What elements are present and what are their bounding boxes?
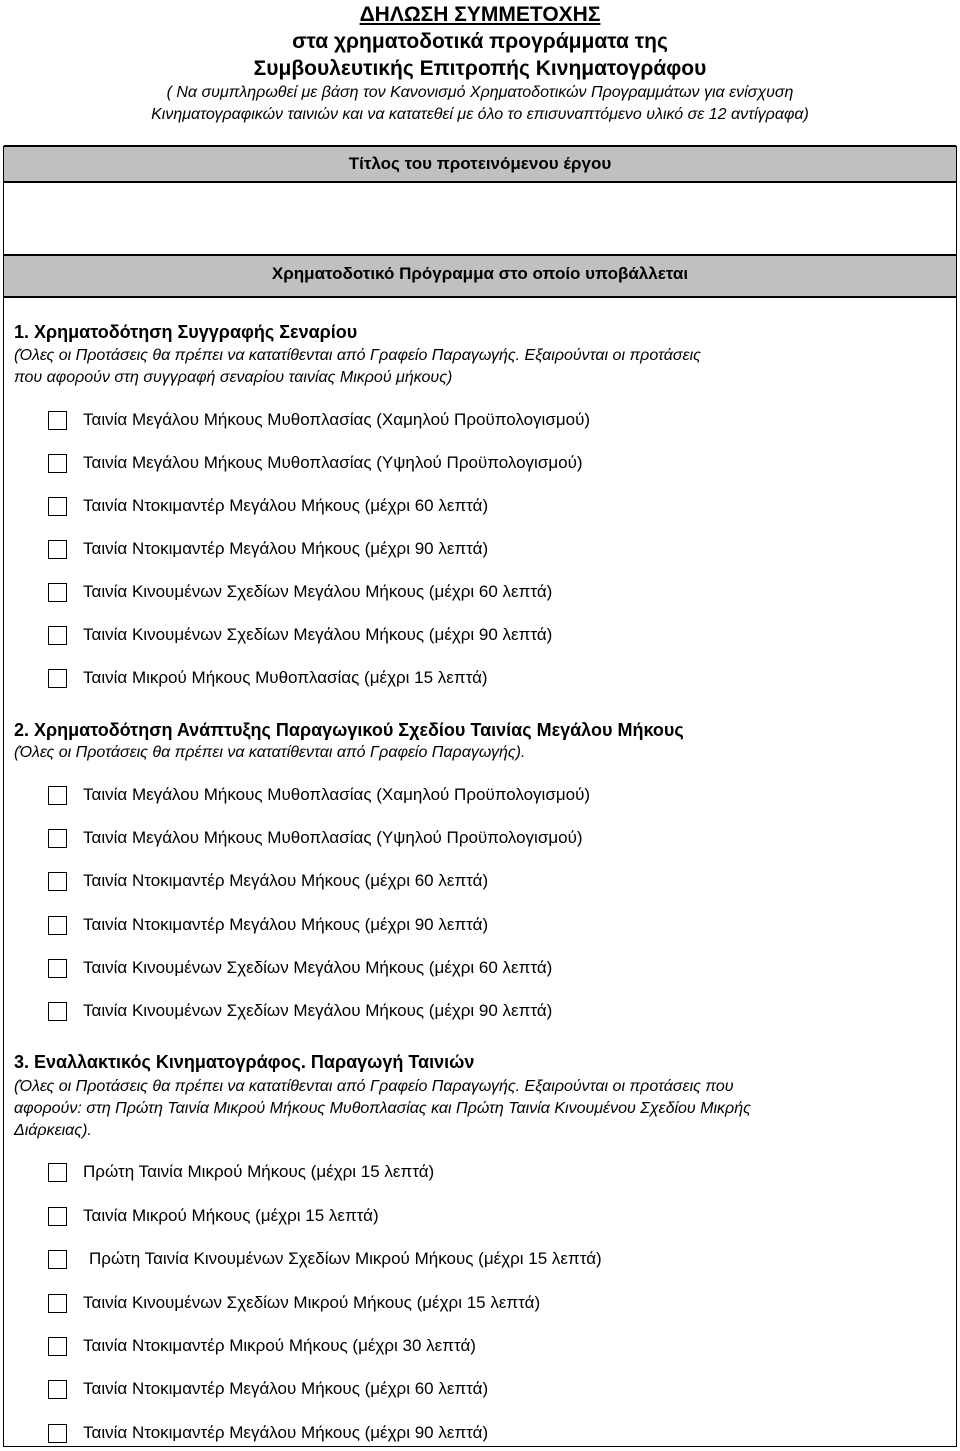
option-label: Ταινία Ντοκιμαντέρ Μεγάλου Μήκους (μέχρι 60 λεπτά)	[83, 1379, 489, 1398]
project-title-label: Τίτλος του προτεινόμενου έργου	[4, 145, 956, 183]
section3-title: 3. Εναλλακτικός Κινηματογράφος. Παραγωγή Ταινιών	[14, 1052, 475, 1072]
header-note-line1: ( Να συμπληρωθεί με βάση τον Κανονισμό Χρηματοδοτικών Προγραμμάτων για ενίσχυση	[166, 84, 794, 101]
section2-option[interactable]	[48, 956, 552, 980]
checkbox[interactable]	[48, 626, 67, 645]
section2-option[interactable]	[48, 869, 488, 893]
option-label: Ταινία Κινουμένων Σχεδίων Μεγάλου Μήκους (μέχρι 60 λεπτά)	[83, 958, 553, 977]
option-label: Ταινία Κινουμένων Σχεδίων Μεγάλου Μήκους (μέχρι 90 λεπτά)	[83, 625, 553, 644]
option-label: Ταινία Μεγάλου Μήκους Μυθοπλασίας (Υψηλού Προϋπολογισμού)	[83, 828, 583, 847]
section3-note-line1: (Όλες οι Προτάσεις θα πρέπει να κατατίθενται από Γραφείο Παραγωγής. Εξαιρούνται οι προτάσεις που	[14, 1078, 734, 1095]
checkbox[interactable]	[48, 1002, 67, 1021]
section1-option[interactable]	[48, 623, 552, 647]
section3-note-line3: Διάρκειας).	[14, 1122, 92, 1139]
section3-option[interactable]	[48, 1334, 476, 1358]
checkbox[interactable]	[48, 916, 67, 935]
header-note-line2: Κινηματογραφικών ταινιών και να κατατεθεί με όλο το επισυναπτόμενο υλικό σε 12 αντίγραφα)	[151, 106, 809, 123]
document-header	[0, 0, 960, 126]
section3-option[interactable]	[48, 1204, 379, 1228]
document-subtitle: στα χρηματοδοτικά προγράμματα της	[292, 30, 668, 53]
section3-option[interactable]	[48, 1421, 488, 1445]
section1-title: 1. Χρηματοδότηση Συγγραφής Σεναρίου	[14, 322, 358, 342]
option-label: Ταινία Ντοκιμαντέρ Μεγάλου Μήκους (μέχρι 60 λεπτά)	[83, 496, 489, 515]
option-label: Ταινία Κινουμένων Σχεδίων Μεγάλου Μήκους (μέχρι 90 λεπτά)	[83, 1001, 553, 1020]
option-label: Ταινία Μεγάλου Μήκους Μυθοπλασίας (Χαμηλού Προϋπολογισμού)	[83, 410, 591, 429]
section3-note-line2: αφορούν: στη Πρώτη Ταινία Μικρού Μήκους Μυθοπλασίας και Πρώτη Ταινία Κινουμένου Σχεδίου Μικρής	[14, 1100, 751, 1117]
option-label: Ταινία Ντοκιμαντέρ Μεγάλου Μήκους (μέχρι 90 λεπτά)	[83, 915, 489, 934]
checkbox[interactable]	[48, 497, 67, 516]
section2-option[interactable]	[48, 783, 590, 807]
checkbox[interactable]	[48, 959, 67, 978]
section1-option[interactable]	[48, 408, 590, 432]
section2-option[interactable]	[48, 999, 552, 1023]
checkbox[interactable]	[48, 1380, 67, 1399]
section3-option[interactable]	[48, 1291, 540, 1315]
option-label: Ταινία Κινουμένων Σχεδίων Μικρού Μήκους (μέχρι 15 λεπτά)	[83, 1293, 541, 1312]
option-label: Ταινία Ντοκιμαντέρ Μεγάλου Μήκους (μέχρι 90 λεπτά)	[83, 1423, 489, 1442]
section2-option[interactable]	[48, 913, 488, 937]
section1-option[interactable]	[48, 494, 488, 518]
checkbox[interactable]	[48, 1424, 67, 1443]
section1-option[interactable]	[48, 580, 552, 604]
checkbox[interactable]	[48, 786, 67, 805]
section1-option[interactable]	[48, 537, 488, 561]
checkbox[interactable]	[48, 583, 67, 602]
section3-option[interactable]	[48, 1377, 488, 1401]
section1-note-line1: (Όλες οι Προτάσεις θα πρέπει να κατατίθενται από Γραφείο Παραγωγής. Εξαιρούνται οι προτάσεις	[14, 347, 701, 364]
option-label: Ταινία Μεγάλου Μήκους Μυθοπλασίας (Υψηλού Προϋπολογισμού)	[83, 453, 583, 472]
section1-option[interactable]	[48, 666, 488, 690]
checkbox[interactable]	[48, 1250, 67, 1269]
option-label: Ταινία Μικρού Μήκους Μυθοπλασίας (μέχρι 15 λεπτά)	[83, 668, 488, 687]
option-label: Ταινία Μεγάλου Μήκους Μυθοπλασίας (Χαμηλού Προϋπολογισμού)	[83, 785, 591, 804]
funding-program-label: Χρηματοδοτικό Πρόγραμμα στο οποίο υποβάλλεται	[4, 254, 956, 298]
option-label: Ταινία Μικρού Μήκους (μέχρι 15 λεπτά)	[83, 1206, 379, 1225]
checkbox[interactable]	[48, 1207, 67, 1226]
project-title-field[interactable]	[8, 186, 952, 250]
option-label: Ταινία Ντοκιμαντέρ Μεγάλου Μήκους (μέχρι 60 λεπτά)	[83, 871, 489, 890]
section2-title: 2. Χρηματοδότηση Ανάπτυξης Παραγωγικού Σχεδίου Ταινίας Μεγάλου Μήκους	[14, 720, 684, 740]
checkbox[interactable]	[48, 829, 67, 848]
section3-note	[14, 1076, 944, 1142]
section1-note-line2: που αφορούν στη συγγραφή σεναρίου ταινίας Μικρού μήκους)	[14, 369, 453, 386]
section1-option[interactable]	[48, 451, 583, 475]
option-label: Ταινία Κινουμένων Σχεδίων Μεγάλου Μήκους (μέχρι 60 λεπτά)	[83, 582, 553, 601]
option-label: Πρώτη Ταινία Μικρού Μήκους (μέχρι 15 λεπτά)	[83, 1162, 435, 1181]
option-label: Πρώτη Ταινία Κινουμένων Σχεδίων Μικρού Μήκους (μέχρι 15 λεπτά)	[89, 1249, 602, 1268]
checkbox[interactable]	[48, 411, 67, 430]
section1-note	[14, 345, 944, 389]
checkbox[interactable]	[48, 872, 67, 891]
checkbox[interactable]	[48, 1337, 67, 1356]
checkbox[interactable]	[48, 1294, 67, 1313]
section3-option[interactable]	[48, 1247, 602, 1271]
section3-option[interactable]	[48, 1160, 434, 1184]
document-committee: Συμβουλευτικής Επιτροπής Κινηματογράφου	[253, 57, 707, 80]
checkbox[interactable]	[48, 454, 67, 473]
section2-option[interactable]	[48, 826, 583, 850]
checkbox[interactable]	[48, 1163, 67, 1182]
section2-note: (Όλες οι Προτάσεις θα πρέπει να κατατίθενται από Γραφείο Παραγωγής).	[14, 744, 526, 761]
checkbox[interactable]	[48, 540, 67, 559]
option-label: Ταινία Ντοκιμαντέρ Μεγάλου Μήκους (μέχρι 90 λεπτά)	[83, 539, 489, 558]
option-label: Ταινία Ντοκιμαντέρ Μικρού Μήκους (μέχρι 30 λεπτά)	[83, 1336, 476, 1355]
checkbox[interactable]	[48, 669, 67, 688]
document-title: ΔΗΛΩΣΗ ΣΥΜΜΕΤΟΧΗΣ	[359, 3, 601, 26]
